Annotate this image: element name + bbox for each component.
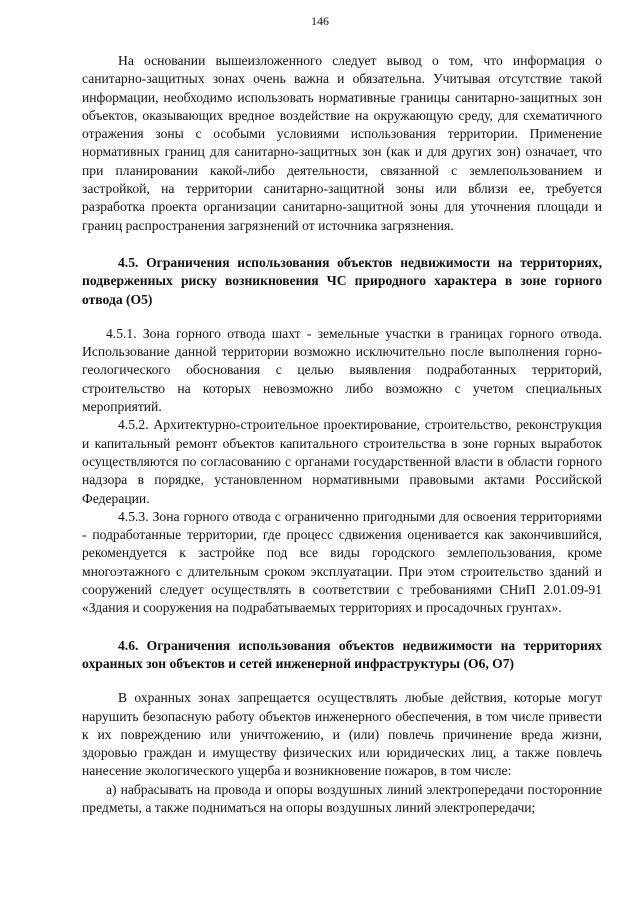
section-4-5-3-paragraph: 4.5.3. Зона горного отвода с ограниченно пригодными для освоения территориями - подработанные территории, где процесс сдвижения оценивается как закончившийся, рекомендуется к застройке под все виды городского землепользования, кроме многоэтажного с длительным сроком эксплуатации. При этом строительство зданий и сооружений следует осуществлять в соответствии с требованиями СНиП 2.01.09-91 «Здания и сооружения на подрабатываемых территориях и просадочных грунтах». bbox=[82, 508, 602, 616]
page-content bbox=[82, 52, 602, 817]
intro-paragraph: На основании вышеизложенного следует вывод о том, что информация о санитарно-защитных зонах очень важна и обязательна. Учитывая отсутствие такой информации, необходимо использовать нормативные границы санитарно-защитных зон объектов, оказывающих вредное воздействие на окружающую среду, для схематичного отражения зоны с особыми условиями использования территории. Применение нормативных границ для санитарно-защитных зон (как и для других зон) означает, что при планировании какой-либо деятельности, связанной с землепользованием и застройкой, на территории санитарно-защитной зоны или вблизи ее, требуется разработка проекта организации санитарно-защитной зоны для уточнения площади и границ распространения загрязнений от источника загрязнения. bbox=[82, 53, 602, 233]
section-4-6-paragraph: В охранных зонах запрещается осуществлять любые действия, которые могут нарушить безопасную работу объектов инженерного обеспечения, в том числе привести к их повреждению или уничтожению, и (или) повлечь причинение вреда жизни, здоровью граждан и имуществу физических или юридических лиц, а также повлечь нанесение экологического ущерба и возникновение пожаров, в том числе: bbox=[82, 690, 602, 779]
list-item-a: а) набрасывать на провода и опоры воздушных линий электропередачи посторонние предметы, а также подниматься на опоры воздушных линий электропередачи; bbox=[82, 781, 602, 815]
section-4-6-heading: 4.6. Ограничения использования объектов недвижимости на территориях охранных зон объектов и сетей инженерной инфраструктуры (О6, О7) bbox=[82, 637, 602, 671]
page-number: 146 bbox=[311, 14, 329, 28]
section-4-5-2-paragraph: 4.5.2. Архитектурно-строительное проектирование, строительство, реконструкция и капитальный ремонт объектов капитального строительства в зоне горных выработок осуществляются по согласованию с органами государственной власти в области горного надзора в порядке, установленном нормативными правовыми актами Российской Федерации. bbox=[82, 417, 602, 506]
section-4-5-1-paragraph: 4.5.1. Зона горного отвода шахт - земельные участки в границах горного отвода. Использование данной территории возможно исключительно после выполнения горно-геологического обоснования с целью выявления подработанных территорий, строительство на которых невозможно либо возможно с учетом специальных мероприятий. bbox=[82, 325, 602, 415]
section-4-5-heading: 4.5. Ограничения использования объектов недвижимости на территориях, подверженных риску возникновения ЧС природного характера в зоне горного отвода (О5) bbox=[82, 254, 602, 307]
